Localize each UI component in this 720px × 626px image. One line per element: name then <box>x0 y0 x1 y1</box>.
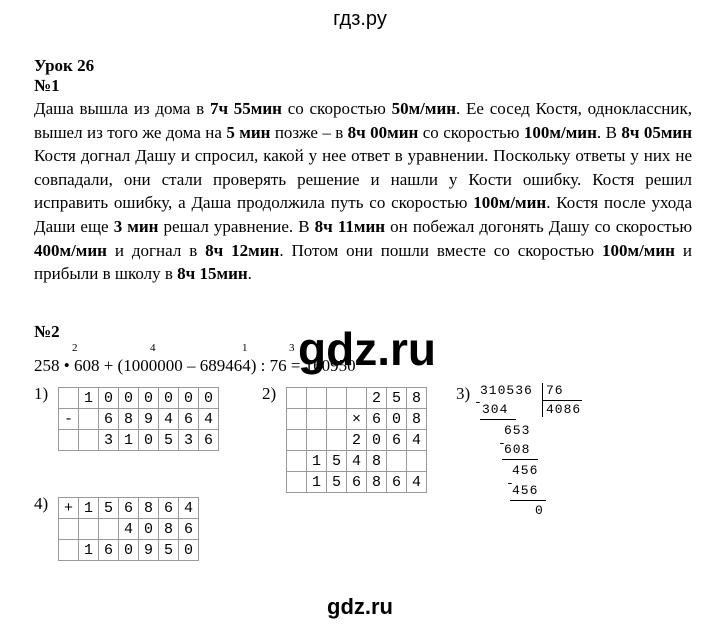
grid-cell: 0 <box>367 430 387 451</box>
grid-cell <box>287 388 307 409</box>
calc2-label: 2) <box>262 384 277 403</box>
grid-cell: 6 <box>367 409 387 430</box>
grid-row <box>287 388 427 409</box>
calc4-label: 4) <box>34 494 49 513</box>
calc1-label: 1) <box>34 384 49 403</box>
text-segment: . Ее сосед Костя, одноклассник, вышел из того же дома на <box>34 99 692 142</box>
grid-cell <box>327 409 347 430</box>
grid-cell: 0 <box>387 409 407 430</box>
division-step: 304 <box>482 402 509 417</box>
division-step: 456 <box>512 463 539 478</box>
grid-cell <box>79 430 99 451</box>
grid-cell: 1 <box>79 388 99 409</box>
text-segment: . Костя после ухода Даши еще <box>34 193 693 236</box>
grid-cell <box>287 409 307 430</box>
division-step: 608 <box>504 442 531 457</box>
grid-cell: 4 <box>199 409 219 430</box>
grid-cell <box>287 430 307 451</box>
highlighted-value: 8ч 00мин <box>347 122 419 142</box>
step-underline <box>480 419 516 420</box>
highlighted-value: 100м/мин <box>601 240 675 260</box>
grid-cell: 4 <box>347 451 367 472</box>
grid-row <box>59 409 219 430</box>
text-segment: . В <box>596 122 622 142</box>
grid-cell: - <box>59 409 79 430</box>
highlighted-value: 100м/мин <box>523 122 597 142</box>
grid-cell: 1 <box>119 430 139 451</box>
expression-text: 258 • 608 + (1000000 – 689464) : 76 = 160950 <box>34 356 356 375</box>
text-segment: Даша вышла из дома в <box>34 99 210 118</box>
grid-cell: 4 <box>407 430 427 451</box>
grid-cell <box>327 388 347 409</box>
dividend: 310536 <box>480 383 533 398</box>
action-order-mark: 1 <box>242 342 248 354</box>
action-order-mark: 2 <box>72 342 78 354</box>
highlighted-value: 8ч 11мин <box>314 216 386 236</box>
grid-row <box>287 409 427 430</box>
grid-cell: 1 <box>307 451 327 472</box>
highlighted-value: 5 мин <box>226 122 271 142</box>
grid-cell <box>79 519 99 540</box>
action-order-mark: 3 <box>289 342 295 354</box>
grid-row <box>59 498 199 519</box>
grid-cell: 8 <box>407 409 427 430</box>
grid-cell: 8 <box>367 451 387 472</box>
grid-cell: 3 <box>179 430 199 451</box>
grid-row <box>59 388 219 409</box>
grid-cell: 6 <box>159 498 179 519</box>
minus-sign: - <box>506 476 515 491</box>
grid-cell: 0 <box>159 388 179 409</box>
highlighted-value: 3 мин <box>113 216 159 236</box>
grid-cell <box>347 388 367 409</box>
grid-cell: 4 <box>119 519 139 540</box>
grid-cell <box>59 388 79 409</box>
addition-grid <box>58 497 199 561</box>
highlighted-value: 50м/мин <box>391 99 457 118</box>
grid-row <box>287 451 427 472</box>
grid-cell: 6 <box>179 409 199 430</box>
task2-number: №2 <box>34 322 60 341</box>
text-segment: и прибыли в школу в <box>34 240 692 284</box>
grid-cell: 0 <box>99 388 119 409</box>
grid-cell: 2 <box>347 430 367 451</box>
text-segment: . Потом они пошли вместе со скоростью <box>279 240 602 260</box>
grid-row <box>59 540 199 561</box>
minus-sign: - <box>474 395 483 410</box>
grid-cell: 1 <box>79 540 99 561</box>
highlighted-value: 8ч 12мин <box>205 240 280 260</box>
division-step: 456 <box>512 483 539 498</box>
grid-cell: 9 <box>139 540 159 561</box>
grid-cell: 4 <box>407 472 427 493</box>
step-underline <box>502 459 538 460</box>
grid-cell: + <box>59 498 79 519</box>
multiplication-grid <box>286 387 427 493</box>
grid-cell: 0 <box>119 540 139 561</box>
grid-cell: 6 <box>199 430 219 451</box>
division-step: 653 <box>504 423 531 438</box>
text-segment: он побежал догонять Дашу со скоростью <box>385 216 693 236</box>
subtraction-grid <box>58 387 219 451</box>
grid-cell: 0 <box>119 388 139 409</box>
grid-cell: 6 <box>387 430 407 451</box>
footer-watermark: gdz.ru <box>327 594 393 619</box>
grid-cell: 0 <box>139 430 159 451</box>
grid-cell <box>287 451 307 472</box>
grid-cell: 6 <box>99 409 119 430</box>
grid-cell: 0 <box>179 540 199 561</box>
lesson-title <box>34 56 94 96</box>
grid-cell: 0 <box>179 388 199 409</box>
text-segment: позже – в <box>270 122 348 142</box>
minus-sign: - <box>498 436 507 451</box>
highlighted-value: 100м/мин <box>473 193 547 213</box>
grid-cell: 1 <box>79 498 99 519</box>
grid-cell: × <box>347 409 367 430</box>
grid-cell <box>387 451 407 472</box>
highlighted-value: 8ч 15мин <box>177 264 248 284</box>
grid-cell: 0 <box>139 388 159 409</box>
task1-text <box>34 97 692 286</box>
grid-cell: 6 <box>119 498 139 519</box>
text-segment: . <box>247 264 252 284</box>
grid-cell <box>99 519 119 540</box>
grid-cell: 4 <box>159 409 179 430</box>
grid-cell: 5 <box>327 451 347 472</box>
grid-cell: 2 <box>367 388 387 409</box>
grid-cell: 9 <box>139 409 159 430</box>
step-underline <box>510 500 546 501</box>
highlighted-value: 400м/мин <box>34 240 107 260</box>
grid-cell: 5 <box>327 472 347 493</box>
highlighted-value: 7ч 55мин <box>209 99 282 118</box>
text-segment: со скоростью <box>281 99 392 118</box>
watermark: gdz.ru <box>298 323 436 375</box>
grid-cell: 8 <box>367 472 387 493</box>
grid-cell: 8 <box>119 409 139 430</box>
text-segment: и догнал в <box>106 240 206 260</box>
grid-cell: 5 <box>387 388 407 409</box>
grid-cell: 5 <box>99 498 119 519</box>
text-segment: Костя догнал Дашу и спросил, какой у нее ответ в уравнении. Поскольку ответы у них не совпадали, они стали проверять решение и нашли у Кости ошибку. Костя решил исправить ошибку, а Даша продолжила путь со скоростью <box>34 146 692 213</box>
grid-cell: 0 <box>199 388 219 409</box>
grid-cell: 6 <box>99 540 119 561</box>
quotient: 4086 <box>546 402 582 417</box>
lesson-heading: Урок 26 <box>34 56 95 75</box>
grid-cell <box>307 430 327 451</box>
grid-cell <box>59 430 79 451</box>
grid-cell: 3 <box>99 430 119 451</box>
grid-cell <box>307 409 327 430</box>
grid-cell <box>79 409 99 430</box>
grid-cell: 0 <box>139 519 159 540</box>
grid-cell <box>59 540 79 561</box>
grid-row <box>287 472 427 493</box>
grid-cell: 5 <box>159 540 179 561</box>
action-order-mark: 4 <box>150 342 156 354</box>
grid-cell: 8 <box>159 519 179 540</box>
highlighted-value: 8ч 05мин <box>621 122 692 142</box>
grid-cell <box>407 451 427 472</box>
grid-row <box>287 430 427 451</box>
grid-cell: 6 <box>179 519 199 540</box>
text-segment: решал уравнение. В <box>158 216 315 236</box>
grid-cell: 8 <box>407 388 427 409</box>
grid-cell: 6 <box>347 472 367 493</box>
grid-row <box>59 519 199 540</box>
grid-cell: 4 <box>179 498 199 519</box>
grid-cell <box>287 472 307 493</box>
division-remainder: 0 <box>535 503 544 518</box>
grid-row <box>59 430 219 451</box>
divisor: 76 <box>546 383 564 398</box>
task1-number: №1 <box>34 76 60 95</box>
text-segment: со скоростью <box>418 122 524 142</box>
site-header: гдз.ру <box>333 8 387 30</box>
grid-cell: 5 <box>159 430 179 451</box>
calc3-label: 3) <box>456 384 471 403</box>
grid-cell <box>59 519 79 540</box>
grid-cell: 8 <box>139 498 159 519</box>
grid-cell: 1 <box>307 472 327 493</box>
grid-cell <box>327 430 347 451</box>
grid-cell: 6 <box>387 472 407 493</box>
divisor-underline <box>542 400 582 401</box>
grid-cell <box>307 388 327 409</box>
